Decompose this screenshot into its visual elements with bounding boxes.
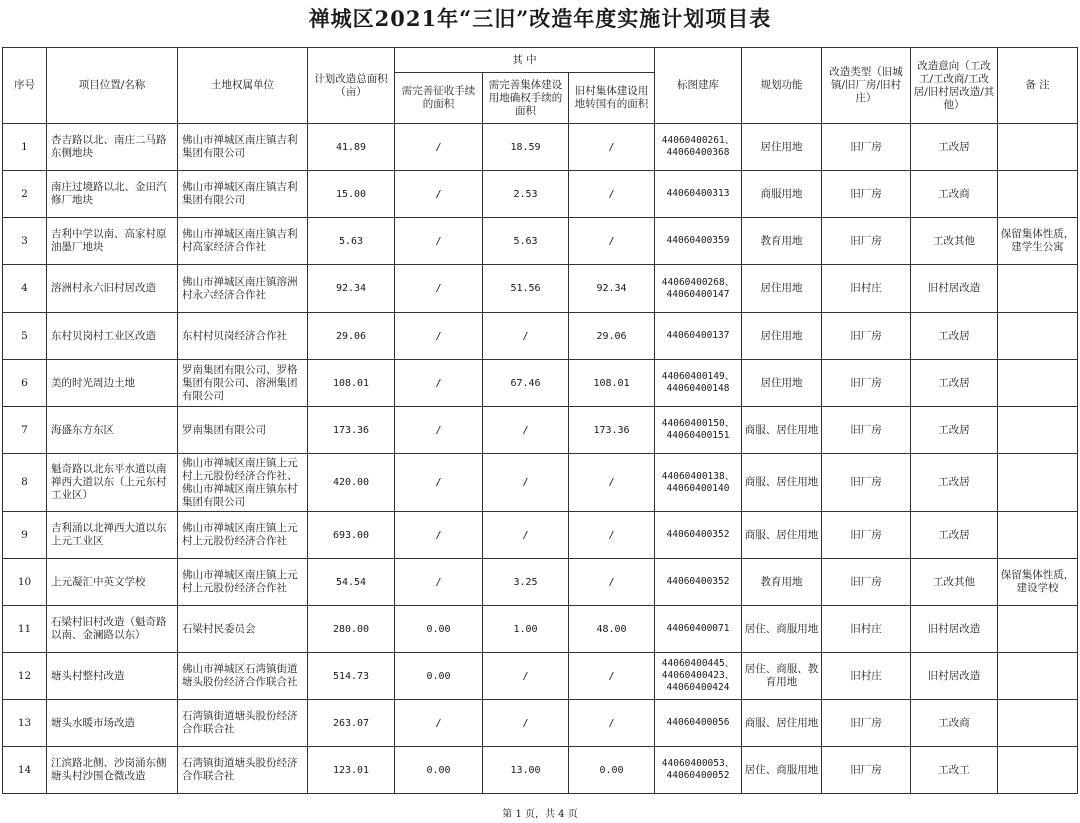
function-cell: 居住用地 [742,265,822,313]
collective-area-cell: 51.56 [483,265,569,313]
location-cell: 吉利涌以北禅西大道以东上元工业区 [47,512,178,559]
note-cell [998,653,1078,700]
note-cell [998,454,1078,512]
type-cell: 旧厂房 [822,407,911,454]
header-sub-collective: 需完善集体建设用地确权手续的面积 [483,73,569,124]
expropriation-area-cell: / [395,360,483,407]
map-code-cell: 44060400137 [655,313,742,360]
seq-cell: 11 [3,606,47,653]
collective-area-cell: / [483,512,569,559]
note-cell [998,606,1078,653]
collective-area-cell: 18.59 [483,124,569,171]
seq-cell: 1 [3,124,47,171]
intent-cell: 工改其他 [911,218,998,265]
collective-area-cell: 3.25 [483,559,569,606]
state-conversion-area-cell: / [569,653,655,700]
map-code-cell: 44060400445、44060400423、44060400424 [655,653,742,700]
note-cell [998,747,1078,794]
location-cell: 魁奇路以北东平水道以南禅西大道以东（上元东村工业区） [47,454,178,512]
location-cell: 塘头村整村改造 [47,653,178,700]
map-code-cell: 44060400149、44060400148 [655,360,742,407]
header-sub-expropriation: 需完善征收手续的面积 [395,73,483,124]
owner-cell: 佛山市禅城区南庄镇吉利村高家经济合作社 [178,218,308,265]
page-title: 禅城区2021年“三旧”改造年度实施计划项目表 [308,6,772,31]
owner-cell: 佛山市禅城区南庄镇上元村上元股份经济合作社 [178,559,308,606]
state-conversion-area-cell: / [569,124,655,171]
intent-cell: 旧村居改造 [911,606,998,653]
table-row [3,747,1078,794]
type-cell: 旧厂房 [822,124,911,171]
note-cell [998,360,1078,407]
area-cell: 123.01 [308,747,395,794]
header-seq: 序号 [3,48,47,124]
location-cell: 上元凝汇中英文学校 [47,559,178,606]
type-cell: 旧厂房 [822,747,911,794]
table-body [3,124,1078,794]
function-cell: 教育用地 [742,559,822,606]
owner-cell: 佛山市禅城区南庄镇吉利集团有限公司 [178,124,308,171]
note-cell [998,171,1078,218]
seq-cell: 2 [3,171,47,218]
state-conversion-area-cell: / [569,512,655,559]
seq-cell: 6 [3,360,47,407]
intent-cell: 工改居 [911,512,998,559]
intent-cell: 工改居 [911,407,998,454]
location-cell: 东村贝岗村工业区改造 [47,313,178,360]
collective-area-cell: 13.00 [483,747,569,794]
state-conversion-area-cell: / [569,559,655,606]
map-code-cell: 44060400261、44060400368 [655,124,742,171]
location-cell: 塘头水暖市场改造 [47,700,178,747]
intent-cell: 旧村居改造 [911,653,998,700]
function-cell: 商服、居住用地 [742,407,822,454]
header-type: 改造类型（旧城镇/旧厂房/旧村庄） [822,48,911,124]
table-row [3,124,1078,171]
table-row [3,265,1078,313]
header-location: 项目位置/名称 [47,48,178,124]
owner-cell: 东村村贝岗经济合作社 [178,313,308,360]
owner-cell: 佛山市禅城区南庄镇上元村上元股份经济合作社、佛山市禅城区南庄镇东村集团有限公司 [178,454,308,512]
area-cell: 108.01 [308,360,395,407]
owner-cell: 佛山市禅城区南庄镇溶洲村永六经济合作社 [178,265,308,313]
table-row [3,512,1078,559]
type-cell: 旧厂房 [822,700,911,747]
state-conversion-area-cell: / [569,171,655,218]
area-cell: 29.06 [308,313,395,360]
type-cell: 旧厂房 [822,313,911,360]
function-cell: 居住、商服用地 [742,747,822,794]
expropriation-area-cell: / [395,124,483,171]
seq-cell: 5 [3,313,47,360]
expropriation-area-cell: / [395,559,483,606]
note-cell: 保留集体性质，建学生公寓 [998,218,1078,265]
seq-cell: 8 [3,454,47,512]
area-cell: 54.54 [308,559,395,606]
map-code-cell: 44060400352 [655,559,742,606]
page-footer: 第 1 页，共 4 页 [502,809,578,820]
expropriation-area-cell: 0.00 [395,747,483,794]
collective-area-cell: 67.46 [483,360,569,407]
seq-cell: 13 [3,700,47,747]
owner-cell: 石湾镇街道塘头股份经济合作联合社 [178,700,308,747]
type-cell: 旧厂房 [822,454,911,512]
function-cell: 商服用地 [742,171,822,218]
intent-cell: 工改居 [911,313,998,360]
intent-cell: 旧村居改造 [911,265,998,313]
note-cell [998,124,1078,171]
seq-cell: 14 [3,747,47,794]
state-conversion-area-cell: 48.00 [569,606,655,653]
table-row [3,454,1078,512]
type-cell: 旧村庄 [822,606,911,653]
collective-area-cell: / [483,653,569,700]
map-code-cell: 44060400053、44060400052 [655,747,742,794]
map-code-cell: 44060400359 [655,218,742,265]
intent-cell: 工改商 [911,700,998,747]
collective-area-cell: 1.00 [483,606,569,653]
table-row [3,313,1078,360]
collective-area-cell: / [483,407,569,454]
expropriation-area-cell: / [395,171,483,218]
state-conversion-area-cell: / [569,218,655,265]
collective-area-cell: 5.63 [483,218,569,265]
type-cell: 旧村庄 [822,265,911,313]
seq-cell: 3 [3,218,47,265]
owner-cell: 罗南集团有限公司 [178,407,308,454]
header-sub-state: 旧村集体建设用地转国有的面积 [569,73,655,124]
area-cell: 15.00 [308,171,395,218]
location-cell: 吉利中学以南、高家村原油墨厂地块 [47,218,178,265]
function-cell: 居住、商服、教育用地 [742,653,822,700]
collective-area-cell: 2.53 [483,171,569,218]
function-cell: 居住、商服用地 [742,606,822,653]
collective-area-cell: / [483,313,569,360]
intent-cell: 工改其他 [911,559,998,606]
table-row [3,360,1078,407]
table-row [3,218,1078,265]
header-intent: 改造意向（工改工/工改商/工改居/旧村居改造/其他） [911,48,998,124]
area-cell: 280.00 [308,606,395,653]
table-row [3,700,1078,747]
header-code: 标图建库 [655,48,742,124]
note-cell [998,265,1078,313]
intent-cell: 工改居 [911,454,998,512]
seq-cell: 10 [3,559,47,606]
header-owner: 土地权属单位 [178,48,308,124]
seq-cell: 12 [3,653,47,700]
map-code-cell: 44060400071 [655,606,742,653]
location-cell: 海盛东方东区 [47,407,178,454]
function-cell: 商服、居住用地 [742,700,822,747]
function-cell: 商服、居住用地 [742,454,822,512]
note-cell [998,313,1078,360]
location-cell: 石梁村旧村改造（魁奇路以南、金澜路以东） [47,606,178,653]
state-conversion-area-cell: 108.01 [569,360,655,407]
function-cell: 居住用地 [742,124,822,171]
location-cell: 南庄过境路以北、金田汽修厂地块 [47,171,178,218]
header-area: 计划改造总面积（亩） [308,48,395,124]
owner-cell: 罗南集团有限公司、罗格集团有限公司、溶洲集团有限公司 [178,360,308,407]
location-cell: 溶洲村永六旧村居改造 [47,265,178,313]
location-cell: 美的时光周边土地 [47,360,178,407]
intent-cell: 工改工 [911,747,998,794]
collective-area-cell: / [483,454,569,512]
project-table [2,47,1078,794]
expropriation-area-cell: / [395,218,483,265]
area-cell: 693.00 [308,512,395,559]
owner-cell: 佛山市禅城区石湾镇街道塘头股份经济合作联合社 [178,653,308,700]
expropriation-area-cell: / [395,407,483,454]
function-cell: 居住用地 [742,360,822,407]
table-row [3,171,1078,218]
owner-cell: 石梁村民委员会 [178,606,308,653]
collective-area-cell: / [483,700,569,747]
header-group: 其 中 [395,48,655,73]
expropriation-area-cell: 0.00 [395,606,483,653]
table-row [3,559,1078,606]
state-conversion-area-cell: 173.36 [569,407,655,454]
header-note: 备 注 [998,48,1078,124]
table-row [3,606,1078,653]
expropriation-area-cell: / [395,313,483,360]
note-cell [998,700,1078,747]
area-cell: 5.63 [308,218,395,265]
expropriation-area-cell: / [395,265,483,313]
function-cell: 居住用地 [742,313,822,360]
owner-cell: 石湾镇街道塘头股份经济合作联合社 [178,747,308,794]
owner-cell: 佛山市禅城区南庄镇吉利集团有限公司 [178,171,308,218]
state-conversion-area-cell: / [569,700,655,747]
type-cell: 旧村庄 [822,653,911,700]
map-code-cell: 44060400352 [655,512,742,559]
type-cell: 旧厂房 [822,512,911,559]
state-conversion-area-cell: / [569,454,655,512]
area-cell: 514.73 [308,653,395,700]
function-cell: 商服、居住用地 [742,512,822,559]
state-conversion-area-cell: 29.06 [569,313,655,360]
area-cell: 92.34 [308,265,395,313]
header-function: 规划功能 [742,48,822,124]
intent-cell: 工改商 [911,171,998,218]
map-code-cell: 44060400313 [655,171,742,218]
note-cell [998,512,1078,559]
owner-cell: 佛山市禅城区南庄镇上元村上元股份经济合作社 [178,512,308,559]
state-conversion-area-cell: 0.00 [569,747,655,794]
table-row [3,653,1078,700]
function-cell: 教育用地 [742,218,822,265]
map-code-cell: 44060400268、44060400147 [655,265,742,313]
seq-cell: 7 [3,407,47,454]
area-cell: 41.89 [308,124,395,171]
area-cell: 173.36 [308,407,395,454]
area-cell: 420.00 [308,454,395,512]
intent-cell: 工改居 [911,360,998,407]
map-code-cell: 44060400138、44060400140 [655,454,742,512]
state-conversion-area-cell: 92.34 [569,265,655,313]
expropriation-area-cell: / [395,700,483,747]
intent-cell: 工改居 [911,124,998,171]
expropriation-area-cell: / [395,512,483,559]
location-cell: 江滨路北侧、沙岗涌东侧塘头村沙围仓微改造 [47,747,178,794]
location-cell: 杏吉路以北、南庄二马路东侧地块 [47,124,178,171]
note-cell [998,407,1078,454]
type-cell: 旧厂房 [822,171,911,218]
expropriation-area-cell: / [395,454,483,512]
type-cell: 旧厂房 [822,559,911,606]
map-code-cell: 44060400150、44060400151 [655,407,742,454]
note-cell: 保留集体性质，建设学校 [998,559,1078,606]
map-code-cell: 44060400056 [655,700,742,747]
seq-cell: 4 [3,265,47,313]
table-row [3,407,1078,454]
type-cell: 旧厂房 [822,360,911,407]
seq-cell: 9 [3,512,47,559]
type-cell: 旧厂房 [822,218,911,265]
expropriation-area-cell: 0.00 [395,653,483,700]
area-cell: 263.07 [308,700,395,747]
